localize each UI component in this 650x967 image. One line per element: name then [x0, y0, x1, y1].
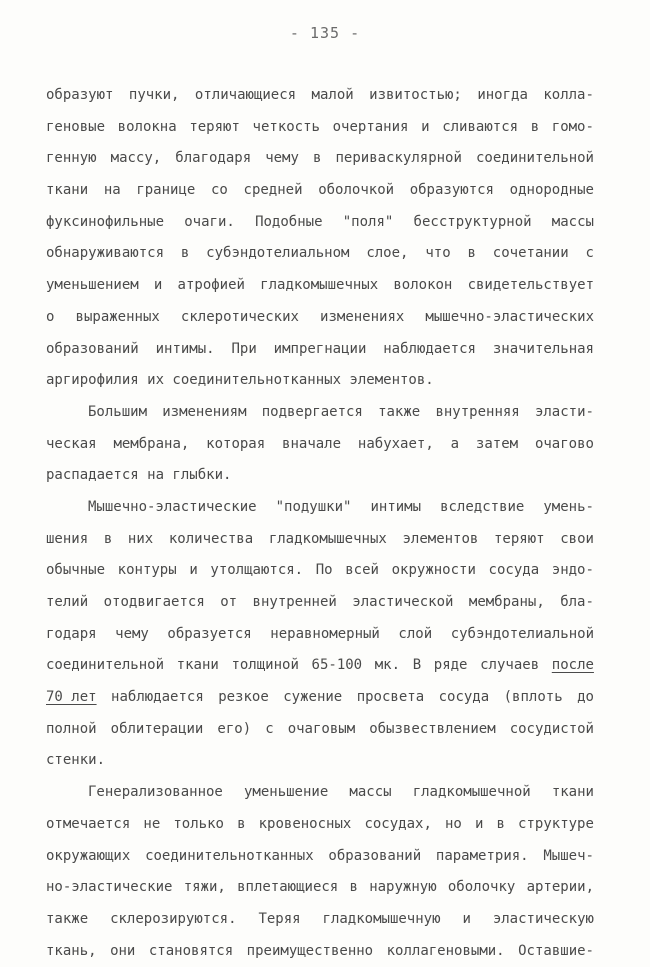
- word: и: [421, 118, 430, 135]
- word: свидетельствует: [467, 277, 594, 294]
- word: и: [462, 910, 471, 927]
- word: контуры: [117, 562, 177, 579]
- word: импрегнации: [273, 340, 367, 357]
- word: до: [577, 689, 594, 706]
- word: эндо-: [551, 562, 594, 579]
- word: они: [110, 942, 136, 959]
- word: чему: [265, 150, 299, 167]
- word: "подушки": [275, 498, 352, 515]
- word: уменьшением: [46, 277, 139, 294]
- word: интимы.: [155, 340, 215, 357]
- word: волокон: [393, 277, 453, 294]
- word: тяжи,: [183, 879, 226, 896]
- word: затем: [475, 435, 519, 452]
- word: с: [585, 245, 594, 262]
- word: границе: [136, 182, 196, 199]
- word: теряют: [189, 118, 240, 135]
- word: сосудистой: [509, 720, 594, 737]
- text-line: [46, 80, 594, 112]
- word: отличающиеся: [194, 87, 297, 103]
- word: о: [46, 308, 55, 325]
- word: Большим: [88, 403, 148, 420]
- word: сочетании: [492, 245, 569, 262]
- word: количества: [168, 530, 254, 547]
- word: в: [349, 879, 358, 896]
- word: утолщаются.: [210, 562, 304, 579]
- text-line: [46, 650, 594, 682]
- word: соединительнотканных: [145, 847, 314, 864]
- word: четкость: [252, 118, 320, 135]
- word: слое,: [366, 245, 409, 262]
- paragraph: [46, 777, 594, 967]
- word: образований: [328, 847, 422, 864]
- word: гладкомышечной: [412, 784, 531, 801]
- word: шения: [46, 530, 89, 547]
- word: мембраны,: [468, 594, 545, 610]
- word: очагово: [534, 435, 594, 452]
- word: значительная: [492, 340, 594, 357]
- word: не: [143, 815, 161, 832]
- word: годаря: [46, 625, 97, 642]
- word: теряют: [494, 530, 545, 547]
- word: наружную: [369, 879, 437, 896]
- word: волокна: [117, 118, 177, 135]
- word: массы: [349, 784, 392, 801]
- word: ткани: [551, 784, 594, 801]
- word: и: [474, 815, 484, 832]
- word: оболочкой: [318, 182, 395, 199]
- word: преимущественно: [246, 942, 374, 959]
- word: неравномерный: [270, 625, 380, 642]
- word: эластическую: [492, 910, 594, 927]
- word: эластической: [352, 594, 454, 610]
- word: коллагеновыми.: [386, 942, 505, 959]
- word: колла-: [543, 87, 594, 103]
- word: Мышечно-эластические: [88, 498, 257, 515]
- text-line: [46, 936, 594, 967]
- word: ряде: [433, 657, 468, 674]
- word: сосуда: [488, 562, 540, 579]
- word: также: [378, 403, 421, 420]
- text-line: [46, 682, 594, 714]
- text-line: [46, 334, 594, 366]
- word: толщиной: [231, 657, 299, 674]
- text-line: [46, 397, 594, 429]
- word: всей: [345, 562, 379, 579]
- text-line: распадается на глыбки.: [46, 467, 232, 484]
- text-line: [46, 112, 594, 144]
- text-line: [46, 777, 594, 809]
- word: но-эластические: [46, 879, 173, 896]
- paragraph: [46, 492, 594, 777]
- underlined-text: 70 лет: [46, 689, 97, 706]
- word: в: [467, 245, 476, 262]
- word: что: [425, 245, 451, 262]
- word: обнаруживаются: [46, 245, 165, 262]
- text-line: [46, 143, 594, 175]
- word: отодвигается: [103, 594, 205, 610]
- word: атрофией: [177, 277, 245, 294]
- text-line: [46, 714, 594, 746]
- word: склеротических: [180, 308, 299, 325]
- word: облитерации: [110, 720, 204, 737]
- word: образуется: [167, 625, 252, 642]
- text-line: [46, 619, 594, 651]
- word: его): [217, 720, 252, 737]
- word: массу,: [110, 150, 162, 167]
- word: со: [211, 182, 228, 199]
- word: малой: [311, 87, 354, 103]
- word: в: [103, 530, 113, 547]
- word: гладкомышечных: [260, 277, 379, 294]
- word: субэндотелиальной: [450, 625, 594, 642]
- word: от: [220, 594, 238, 610]
- word: По: [315, 562, 333, 579]
- word: ческая: [46, 435, 97, 452]
- word: (вплоть: [503, 689, 563, 706]
- word: субэндотелиальном: [206, 245, 350, 262]
- word: и: [153, 277, 163, 294]
- word: сосудах,: [364, 815, 432, 832]
- word: сужение: [283, 689, 343, 706]
- word: умень-: [543, 498, 594, 515]
- word: телий: [46, 594, 89, 610]
- word: вследствие: [440, 498, 525, 515]
- word: соединительной: [46, 657, 165, 674]
- word: но: [444, 815, 462, 832]
- word: соединительной: [475, 150, 594, 167]
- text-line: [46, 207, 594, 239]
- word: которая: [206, 435, 266, 452]
- word: ткани: [46, 182, 89, 199]
- word: просвета: [356, 689, 425, 706]
- text-line: стенки.: [46, 752, 106, 769]
- word: сосуда: [438, 689, 490, 706]
- word: интимы: [370, 498, 422, 515]
- word: очаги.: [184, 213, 235, 230]
- word: элементов: [402, 530, 479, 547]
- word: чему: [115, 625, 149, 642]
- body-text: [46, 80, 594, 967]
- word: в: [180, 245, 190, 262]
- word: фуксинофильные: [46, 213, 165, 230]
- word: а: [450, 435, 460, 452]
- word: также: [46, 910, 89, 927]
- word: в: [496, 815, 505, 832]
- word: Подобные: [255, 213, 323, 230]
- word: и: [189, 562, 198, 579]
- word: наблюдается: [383, 340, 476, 357]
- text-line: [46, 524, 594, 556]
- word: образуют: [46, 87, 114, 103]
- word: подвергается: [261, 403, 363, 420]
- word: изменениях: [320, 308, 405, 325]
- word: периваскулярной: [335, 150, 462, 167]
- text-line: [46, 904, 594, 936]
- text-line: [46, 302, 594, 334]
- word: При: [231, 340, 257, 357]
- underlined-text: после: [551, 657, 594, 674]
- word: В: [412, 657, 422, 674]
- word: набухает,: [357, 435, 434, 452]
- word: кровеносных: [258, 815, 352, 832]
- word: средней: [243, 182, 303, 199]
- word: 65-100: [311, 657, 363, 674]
- word: Мышеч-: [543, 847, 594, 864]
- word: полной: [46, 720, 97, 737]
- page-number: - 135 -: [289, 24, 361, 42]
- word: окружающих: [46, 847, 131, 864]
- word: свои: [560, 530, 594, 547]
- word: окружности: [391, 562, 476, 579]
- word: изменениям: [162, 403, 247, 420]
- word: вплетающиеся: [237, 879, 339, 896]
- word: вначале: [282, 435, 342, 452]
- word: резкое: [218, 689, 269, 706]
- word: выраженных: [75, 308, 160, 325]
- word: параметрия.: [435, 847, 529, 864]
- text-line: [46, 872, 594, 904]
- word: только: [173, 815, 224, 832]
- word: очертания: [332, 118, 409, 135]
- word: Генерализованное: [88, 784, 223, 801]
- text-line: [46, 238, 594, 270]
- word: мк.: [374, 657, 401, 674]
- word: склерозируются.: [110, 910, 237, 927]
- word: артерии,: [526, 879, 594, 896]
- word: генную: [46, 150, 97, 167]
- word: Оставшие-: [518, 942, 594, 959]
- word: структуре: [518, 815, 594, 832]
- word: иногда: [477, 87, 528, 103]
- word: случаев: [480, 657, 540, 674]
- paragraph: [46, 80, 594, 397]
- text-line: [46, 175, 594, 207]
- word: в: [530, 118, 540, 135]
- text-line: [46, 841, 594, 873]
- word: очаговым: [287, 720, 356, 737]
- text-line: [46, 429, 594, 461]
- text-line: [46, 492, 594, 524]
- word: бла-: [560, 594, 594, 610]
- text-line: [46, 587, 594, 619]
- word: образований: [46, 340, 139, 357]
- word: внутренней: [252, 594, 337, 610]
- word: ткань,: [46, 942, 97, 959]
- paragraph: [46, 397, 594, 492]
- word: уменьшение: [243, 784, 329, 801]
- text-line: [46, 809, 594, 841]
- word: "поля": [342, 213, 394, 230]
- word: в: [237, 815, 246, 832]
- word: мышечно-эластических: [425, 308, 594, 325]
- word: внутренняя: [435, 403, 520, 420]
- word: бесструктурной: [413, 213, 532, 230]
- word: гладкомышечную: [322, 910, 441, 927]
- word: наблюдается: [111, 689, 204, 706]
- word: на: [103, 182, 121, 199]
- word: сливаются: [442, 118, 519, 135]
- text-line: аргирофилия их соединительнотканных элементов.: [46, 372, 434, 389]
- word: гомо-: [551, 118, 594, 135]
- word: пучки,: [128, 87, 180, 103]
- text-line: [46, 270, 594, 302]
- word: обычные: [46, 562, 106, 579]
- word: отмечается: [46, 815, 131, 832]
- word: оболочку: [447, 879, 516, 896]
- word: них: [127, 530, 154, 547]
- word: гладкомышечных: [268, 530, 387, 547]
- word: обызвествлением: [369, 720, 496, 737]
- word: однородные: [509, 182, 594, 199]
- word: эласти-: [534, 403, 594, 420]
- word: геновые: [46, 118, 106, 135]
- word: с: [265, 720, 274, 737]
- word: массы: [551, 213, 594, 230]
- word: мембрана,: [113, 435, 190, 452]
- text-line: [46, 555, 594, 587]
- word: становятся: [148, 942, 234, 959]
- word: Теряя: [258, 910, 301, 927]
- word: извитостью;: [369, 87, 462, 103]
- word: в: [312, 150, 322, 167]
- word: благодаря: [175, 150, 252, 167]
- word: слой: [398, 625, 433, 642]
- word: ткани: [176, 657, 219, 674]
- word: образуются: [409, 182, 494, 199]
